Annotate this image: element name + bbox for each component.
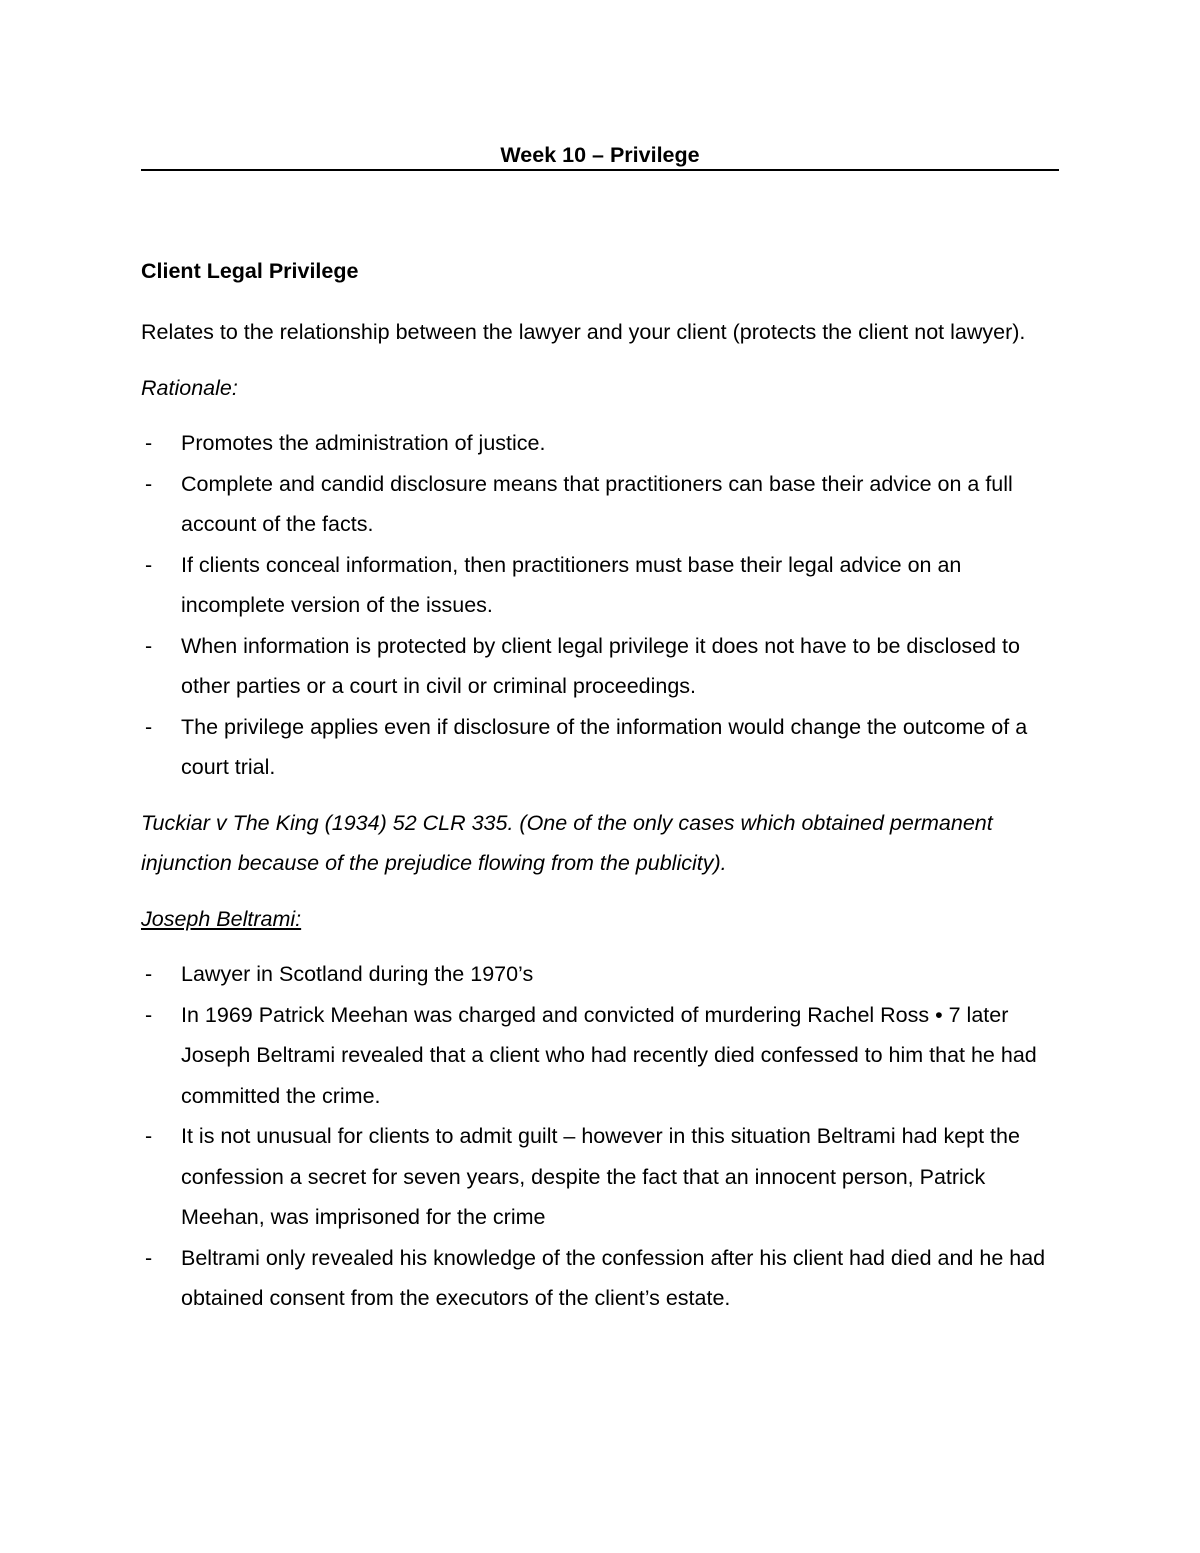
intro-paragraph: Relates to the relationship between the lawyer and your client (protects the client not lawyer). [141,320,1026,344]
dash-bullet: - [145,431,153,455]
dash-bullet: - [145,471,153,496]
list-item-text: Complete and candid disclosure means that practitioners can base their advice on a full account of the facts. [181,471,1013,536]
case-citation: Tuckiar v The King (1934) 52 CLR 335. (One of the only cases which obtained permanent injunction because of the prejudice flowing from the publicity). [141,810,993,875]
dash-bullet: - [145,1002,153,1027]
list-item-text: The privilege applies even if disclosure of the information would change the outcome of a court trial. [181,714,1028,779]
list-item [141,995,1059,1117]
list-item [141,1238,1059,1319]
rationale-list [141,423,1059,788]
list-item [141,626,1059,707]
list-item [141,954,1059,995]
list-item [141,423,1059,464]
beltrami-label: Joseph Beltrami: [141,906,302,931]
section-heading: Client Legal Privilege [141,259,359,283]
list-item-text: Lawyer in Scotland during the 1970’s [181,962,534,986]
dash-bullet: - [145,1245,153,1270]
title-underline [141,169,1059,171]
dash-bullet: - [145,714,153,739]
list-item [141,464,1059,545]
dash-bullet: - [145,633,153,658]
dash-bullet: - [145,552,153,577]
list-item [141,707,1059,788]
list-item-text: If clients conceal information, then practitioners must base their legal advice on an incomplete version of the issues. [181,552,962,617]
dash-bullet: - [145,962,153,986]
rationale-label: Rationale: [141,375,238,400]
list-item-text: Beltrami only revealed his knowledge of the confession after his client had died and he had obtained consent from the executors of the client’s estate. [181,1245,1046,1310]
beltrami-list [141,954,1059,1319]
list-item-text: Promotes the administration of justice. [181,431,546,455]
list-item-text: It is not unusual for clients to admit guilt – however in this situation Beltrami had kept the confession a secret for seven years, despite the fact that an innocent person, Patrick Meehan, was imprisoned for the crime [181,1124,1020,1229]
dash-bullet: - [145,1124,153,1148]
list-item-text: When information is protected by client legal privilege it does not have to be disclosed to other parties or a court in civil or criminal proceedings. [181,633,1020,698]
list-item [141,1116,1059,1238]
page-title: Week 10 – Privilege [500,143,700,167]
document-body [141,256,1059,1334]
list-item-text: In 1969 Patrick Meehan was charged and convicted of murdering Rachel Ross • 7 later Joseph Beltrami revealed that a client who had recently died confessed to him that he had committed the crime. [181,1002,1037,1108]
list-item [141,545,1059,626]
